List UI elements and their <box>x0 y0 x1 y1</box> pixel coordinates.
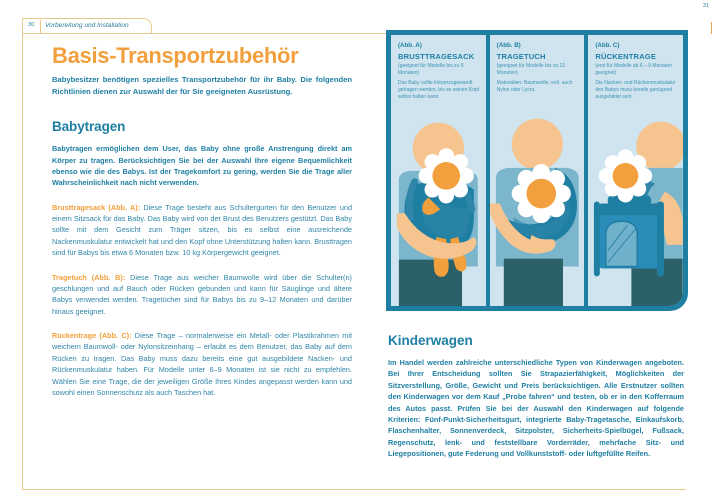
figure-desc-b-1: (geeignet für Modelle bis zu 12 Monaten) <box>496 63 566 77</box>
figure-name-c: RÜCKENTRAGE <box>595 51 657 61</box>
figure-caption-c <box>588 35 683 101</box>
paragraph-brusttragesack <box>52 202 352 259</box>
folio-right: 31 <box>702 3 709 9</box>
figure-label-a: (Abb. A) <box>398 42 422 49</box>
figure-name-b: TRAGETUCH <box>496 51 546 61</box>
figure-caption-a <box>391 35 486 101</box>
figure-label-c: (Abb. C) <box>595 42 620 49</box>
paragraph-brusttragesack-text: Diese Trage besteht aus Schultergurten für den Benutzer und einem Sitzsack für das Baby. Das Baby wird von der Brust des Benutzers gestützt. Das Baby sollte mit dem Gesicht zum Träger sitzen, bis es selbst eine ausreichende Nackenmuskulatur entwickelt hat und den Kopf ohne Unterstützung halten kann. Brusttragen sind für Babys bis etwa 6 Monaten bzw. 10 kg Körpergewicht geeignet. <box>52 202 353 258</box>
figure-label-b: (Abb. B) <box>496 42 521 49</box>
runin-brusttragesack: Brusttragesack (Abb. A): <box>52 202 141 212</box>
figure-panel-a <box>391 35 486 306</box>
illustration-sling-carrier <box>490 116 585 306</box>
paragraph-tragetuch <box>52 272 352 318</box>
intro-lede: Babybesitzer benötigen spezielles Transportzubehör für ihr Baby. Die folgenden Richtlinien dienen zur Auswahl der für Sie geeigneten Ausrüstung. <box>52 75 352 96</box>
illustration-chest-carrier <box>391 116 486 306</box>
figure-caption-b <box>490 35 585 94</box>
paragraph-rueckentrage-text: Diese Trage – normalerweise ein Metall- oder Plastikrahmen mit weichem Baumwoll- oder Nylonsitzeinhang – erlaubt es dem Benutzer, das Baby auf dem Rücken zu tragen. Das Baby muss dazu bereits eine gut ausgebildete Nacken- und Rückenmuskulatur haben. Für Modelle unter 6–9 Monaten ist sie nicht zu empfehlen. Wählen Sie eine Trage, die der jeweiligen Größe Ihres Kindes angepasst werden kann und sowohl einen Sonnenschutz als auch Taschen hat. <box>52 331 353 397</box>
figure-desc-a-2: Das Baby sollte körperzugewandt getragen werden, bis es seinen Kopf selbst halten kann. <box>398 79 480 100</box>
folio-right-tick <box>711 22 712 34</box>
runin-tragetuch: Tragetuch (Abb. B): <box>52 272 126 282</box>
left-column <box>52 44 352 411</box>
figure-desc-a <box>398 63 480 101</box>
figure-desc-c-2: Die Nacken- und Rückenmuskulatur des Babys muss bereits genügend ausgebildet sein. <box>595 79 676 100</box>
left-rule <box>22 33 23 489</box>
running-head-tab <box>22 18 152 34</box>
figure-desc-c-1: (erst für Modelle ab 6 – 9 Monaten geeignet) <box>595 63 672 77</box>
right-column <box>386 30 686 472</box>
runhead-divider <box>40 20 41 34</box>
figure-panel-c <box>588 35 683 306</box>
figure-name-a: BRUSTTRAGESACK <box>398 51 475 61</box>
illustration-panel-group <box>386 30 688 311</box>
kinderwagen-body: Im Handel werden zahlreiche unterschiedliche Typen von Kinderwagen angeboten. Bei Ihrer Entscheidung sollten Sie Strapazierfähigkeit, Möglichkeiten der Sitzverstellung, Größe, Gewicht und Preis berücksichtigen. Alle Erstnutzer sollten den Kinderwagen vor dem Kauf „Probe fahren“ und testen, ob er in den Kofferraum des Autos passt. Prüfen Sie bei der Auswahl den Kinderwagen auf folgende Kriterien: Fünf-Punkt-Sicherheitsgurt, integrierte Baby-Tragetasche, Einkaufskorb, Flaschenhalter, Sonnenverdeck, Sitzpolster, Sicherheits-Spielbügel, Fußsack, Regenschutz, lenk- und feststellbare Vorderräder, mehrfache Sitz- und Liegepositionen, gute Federung und Vollkunststoff- oder luftgefüllte Reifen. <box>388 358 684 458</box>
illustration-back-carrier <box>588 116 683 306</box>
paragraph-rueckentrage <box>52 330 352 398</box>
section-heading-kinderwagen: Kinderwagen <box>388 333 473 348</box>
folio-left: 30 <box>28 22 35 28</box>
figure-desc-b <box>497 63 579 94</box>
figure-desc-b-2: Materialien: Baumwolle, evtl. auch Nylon oder Lycra. <box>496 79 573 93</box>
figure-desc-a-1: (geeignet für Modelle bis zu 6 Monaten) <box>398 63 464 77</box>
figure-panel-b <box>490 35 585 306</box>
running-head-text: Vorbereitung und Installation <box>45 22 129 29</box>
bottom-rule <box>22 489 686 490</box>
section-heading-babytragen: Babytragen <box>52 119 126 135</box>
page-title: Basis-Transportzubehör <box>52 43 299 68</box>
paragraph-tragetuch-text: Diese Trage aus weicher Baumwolle wird über die Schulter(n) geschlungen und auf Bauch oder Rücken gebunden und kann für Säuglinge und ältere Babys verwendet werden. Tragetücher sind für Babys bis zu 9–12 Monaten und darüber hinaus geeignet. <box>52 272 352 316</box>
figure-desc-c <box>595 63 677 101</box>
babytragen-intro: Babytragen ermöglichen dem User, das Baby ohne große Anstrengung direkt am Körper zu tragen. Berücksichtigen Sie bei der Auswahl Ihre eigene Bequemlichkeit ebenso wie die des Babys. Ist der Tragekomfort zu gering, werden Sie die Trage aller Wahrscheinlichkeit nach nicht verwenden. <box>52 144 352 188</box>
runin-rueckentrage: Rückentrage (Abb. C): <box>52 331 132 341</box>
